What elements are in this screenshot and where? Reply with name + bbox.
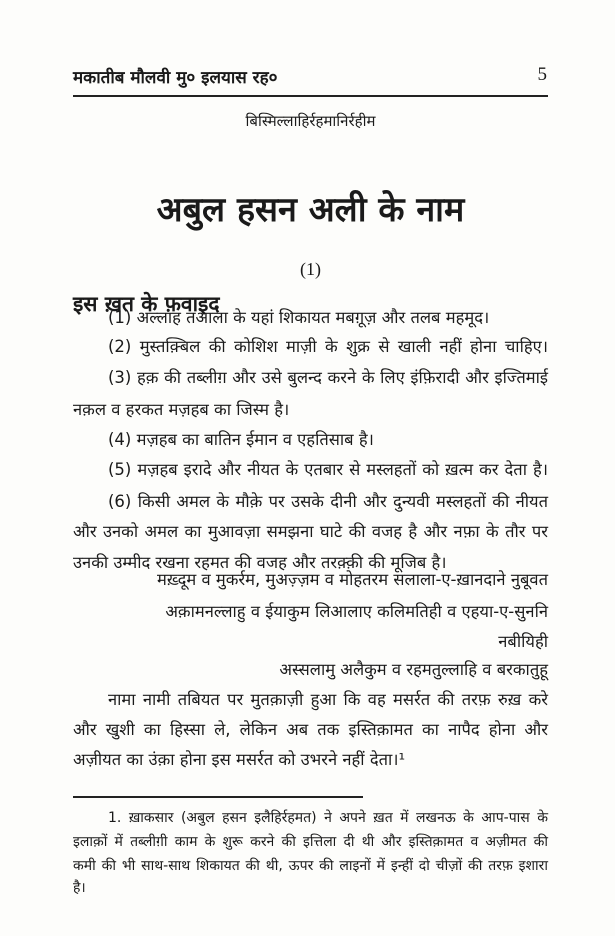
address-line: मख़्दूम व मुकर्रम, मुअज़्ज़म व मोहतरम सलाला-ए-ख़ानदाने नुबूवत	[157, 570, 548, 589]
list-item: उनकी उम्मीद रखना रहमत की वजह और तरक़्क़ी की मूजिब है।	[73, 553, 447, 572]
footnote-line: है।	[73, 880, 86, 896]
list-item: (1) अल्लाह तआला के यहां शिकायत मबग़ूज़ और तलब महमूद।	[108, 308, 490, 327]
footnote-rule	[73, 796, 363, 798]
body-line: नामा नामी तबियत पर मुतक़ाज़ी हुआ कि वह मसर्रत की तरफ़ रुख़ करे	[108, 690, 548, 709]
bismillah: बिस्मिल्लाहिर्रहमानिर्रहीम	[245, 112, 376, 130]
body-line: अज़ीयत का उंक़ा होना इस मसर्रत को उभरने नहीं देता।¹	[73, 750, 406, 769]
list-item: (4) मज़हब का बातिन ईमान व एहतिसाब है।	[108, 430, 374, 449]
list-item: (3) हक़ की तब्लीग़ और उसे बुलन्द करने के लिए इंफ़िरादी और इज्तिमाई	[108, 368, 548, 387]
body-line: और खुशी का हिस्सा ले, लेकिन अब तक इस्तिक़ामत का नापैद होना और	[73, 720, 548, 739]
footnote-line: 1. ख़ाकसार (अबुल हसन इलैहिर्रहमत) ने अपने ख़त में लखनऊ के आप-पास के	[108, 810, 548, 826]
list-item: (2) मुस्तक़्बिल की कोशिश माज़ी के शुक्र से खाली नहीं होना चाहिए।	[108, 337, 548, 356]
list-item: (5) मज़हब इरादे और नीयत के एतबार से मस्लहतों को ख़त्म कर देता है।	[108, 460, 548, 479]
greeting: अस्सलामु अलैकुम व रहमतुल्लाहि व बरकातुहू	[279, 660, 548, 679]
page-number: 5	[537, 64, 547, 85]
page-title: अबुल हसन अली के नाम	[156, 190, 465, 230]
footnote-line: इलाक़ों में तब्लीग़ी काम के शुरू करने की इत्तिला दी थी और इस्तिक़ामत व अज़ीमत की	[73, 834, 548, 850]
address-line: अक़ामनल्लाहु व ईयाकुम लिआलाए कलिमतिही व एहया-ए-सुननि	[165, 602, 548, 621]
letter-number: (1)	[300, 259, 321, 279]
section-heading: इस ख़त के फ़वाइद	[73, 292, 220, 316]
list-item: नक़ल व हरकत मज़हब का जिस्म है।	[73, 400, 290, 419]
running-title: मकातीब मौलवी मु० इलयास रह०	[73, 68, 278, 88]
address-line: नबीयिही	[498, 632, 548, 651]
header-rule	[73, 95, 548, 97]
footnote-line: कमी की भी साथ-साथ शिकायत की थी, ऊपर की लाइनों में इन्हीं दो चीज़ों की तरफ़ इशारा	[73, 858, 548, 874]
list-item: (6) किसी अमल के मौक़े पर उसके दीनी और दुन्यवी मस्लहतों की नीयत	[108, 492, 548, 511]
list-item: और उनको अमल का मुआवज़ा समझना घाटे की वजह है और नफ़ा के तौर पर	[73, 522, 548, 541]
